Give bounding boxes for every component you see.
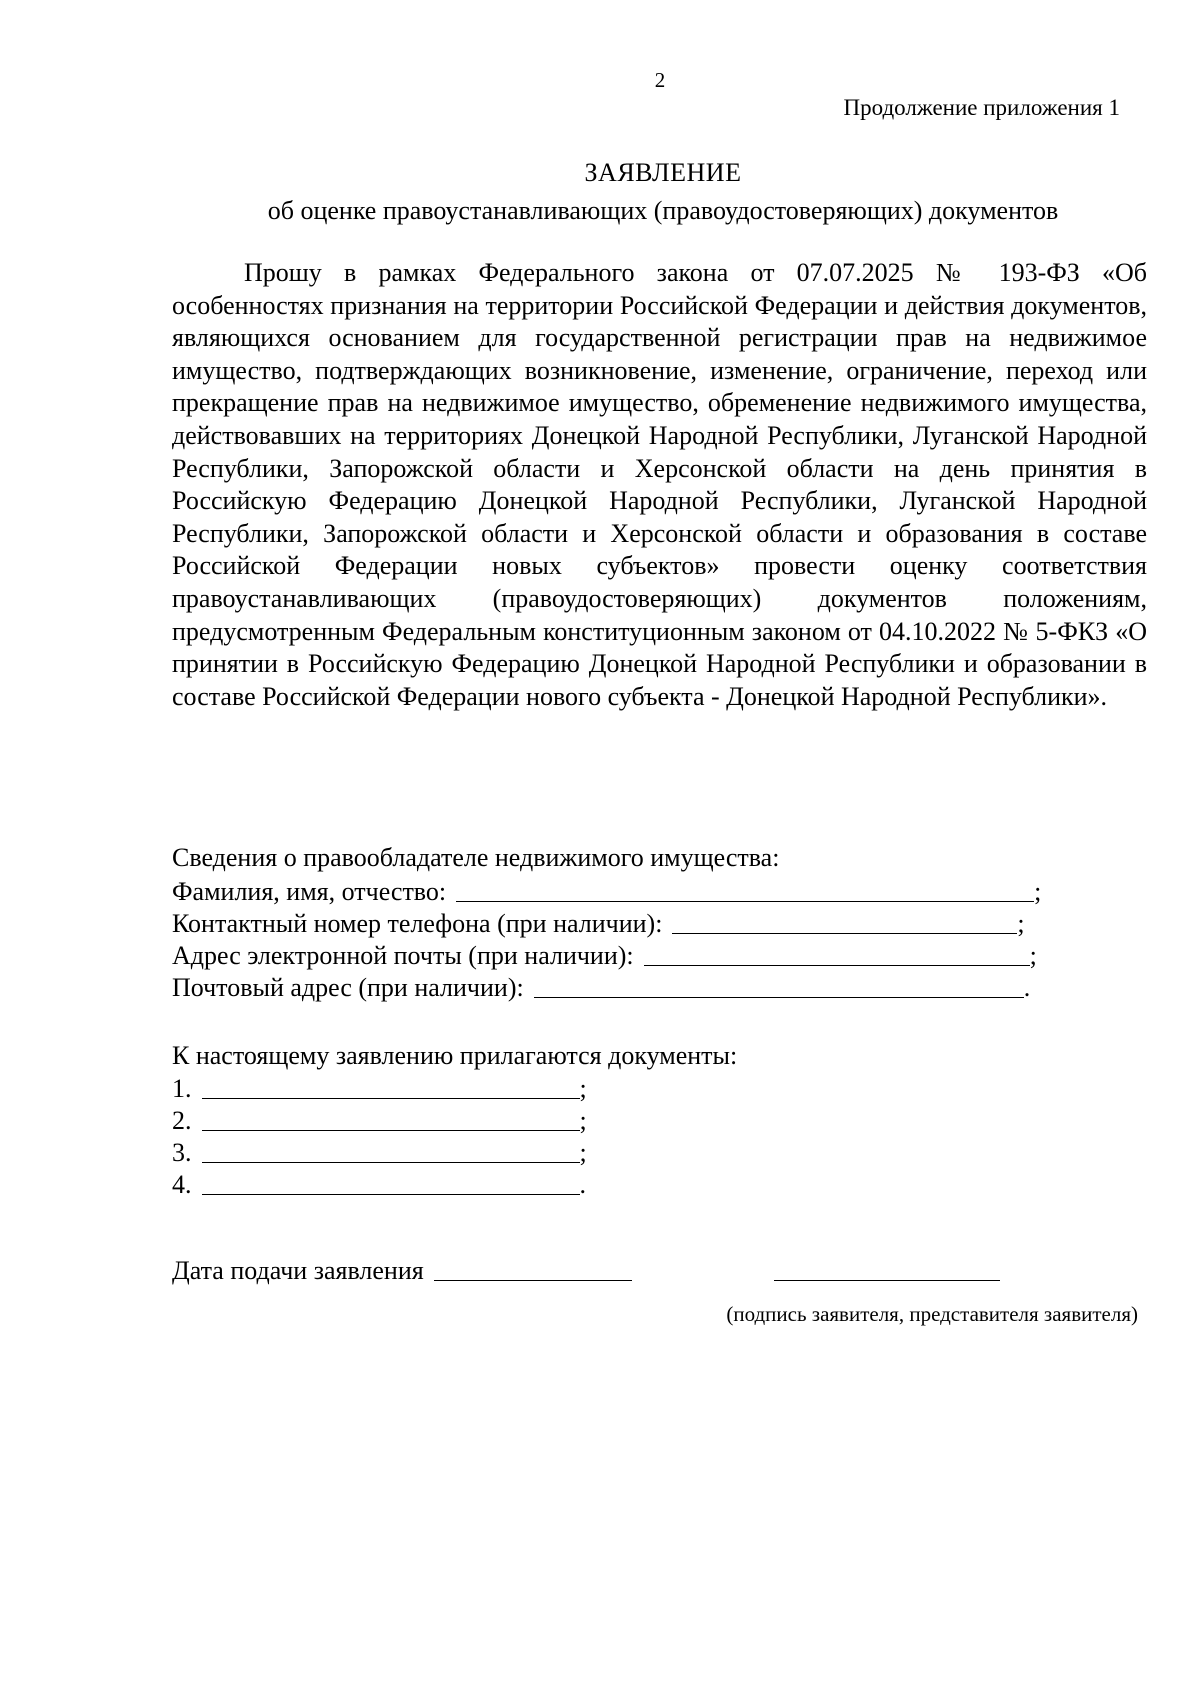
attachment-end: ;: [579, 1138, 587, 1167]
full-name-end: ;: [1034, 877, 1042, 906]
attachment-end: .: [579, 1170, 586, 1199]
signature-caption: (подпись заявителя, представителя заявителя): [726, 1302, 1138, 1326]
email-field[interactable]: [644, 941, 1030, 966]
phone-field[interactable]: [672, 909, 1017, 934]
attachment-item-2: [172, 1104, 587, 1137]
attachment-number: 2.: [172, 1106, 192, 1135]
attachment-end: ;: [579, 1106, 587, 1135]
date-signature-row: [172, 1254, 1000, 1287]
full-name-label: Фамилия, имя, отчество:: [172, 877, 447, 906]
attachment-field[interactable]: [202, 1106, 580, 1131]
full-name-row: [172, 875, 1041, 908]
postal-label: Почтовый адрес (при наличии):: [172, 973, 524, 1002]
attachments-heading: К настоящему заявлению прилагаются документы:: [172, 1041, 738, 1070]
attachment-field[interactable]: [202, 1138, 580, 1163]
phone-row: [172, 907, 1025, 940]
attachment-item-3: [172, 1136, 587, 1169]
attachment-number: 4.: [172, 1170, 192, 1199]
attachment-item-4: [172, 1168, 586, 1201]
phone-label: Контактный номер телефона (при наличии):: [172, 909, 663, 938]
attachment-number: 1.: [172, 1074, 192, 1103]
email-end: ;: [1029, 941, 1037, 970]
email-label: Адрес электронной почты (при наличии):: [172, 941, 634, 970]
owner-info-heading: Сведения о правообладателе недвижимого имущества:: [172, 843, 780, 872]
attachment-field[interactable]: [202, 1074, 580, 1099]
attachment-field[interactable]: [202, 1170, 580, 1195]
full-name-field[interactable]: [456, 877, 1034, 902]
date-label: Дата подачи заявления: [172, 1256, 424, 1285]
attachment-item-1: [172, 1072, 587, 1105]
postal-end: .: [1023, 973, 1031, 1002]
document-title: ЗАЯВЛЕНИЕ: [584, 158, 742, 187]
request-body-text: Прошу в рамках Федерального закона от 07.07.2025 № 193-ФЗ «Об особенностях признания на территории Российской Федерации и действия документов, являющихся основанием для государственной регистрации прав на недвижимое имущество, подтверждающих возникновение, изменение, ограничение, переход или прекращение прав на недвижимое имущество, обременение недвижимого имущества, действовавших на территориях Донецкой Народной Республики, Луганской Народной Республики, Запорожской области и Херсонской области на день принятия в Российскую Федерацию Донецкой Народной Республики, Луганской Народной Республики, Запорожской области и Херсонской области и образования в составе Российской Федерации новых субъектов» провести оценку соответствия правоустанавливающих (правоудостоверяющих) документов положениям, предусмотренным Федеральным конституционным законом от 04.10.2022 № 5-ФКЗ «О принятии в Российскую Федерацию Донецкой Народной Республики и образовании в составе Российской Федерации нового субъекта - Донецкой Народной Республики».: [172, 258, 1147, 711]
phone-end: ;: [1017, 909, 1025, 938]
attachment-number: 3.: [172, 1138, 192, 1167]
postal-field[interactable]: [534, 973, 1024, 998]
signature-field[interactable]: [774, 1256, 1000, 1281]
document-subtitle: об оценке правоустанавливающих (правоудостоверяющих) документов: [267, 196, 1059, 225]
continuation-note: Продолжение приложения 1: [843, 95, 1120, 120]
attachment-end: ;: [579, 1074, 587, 1103]
date-field[interactable]: [434, 1256, 632, 1281]
page-number: 2: [654, 68, 666, 92]
postal-row: [172, 971, 1030, 1004]
email-row: [172, 939, 1037, 972]
